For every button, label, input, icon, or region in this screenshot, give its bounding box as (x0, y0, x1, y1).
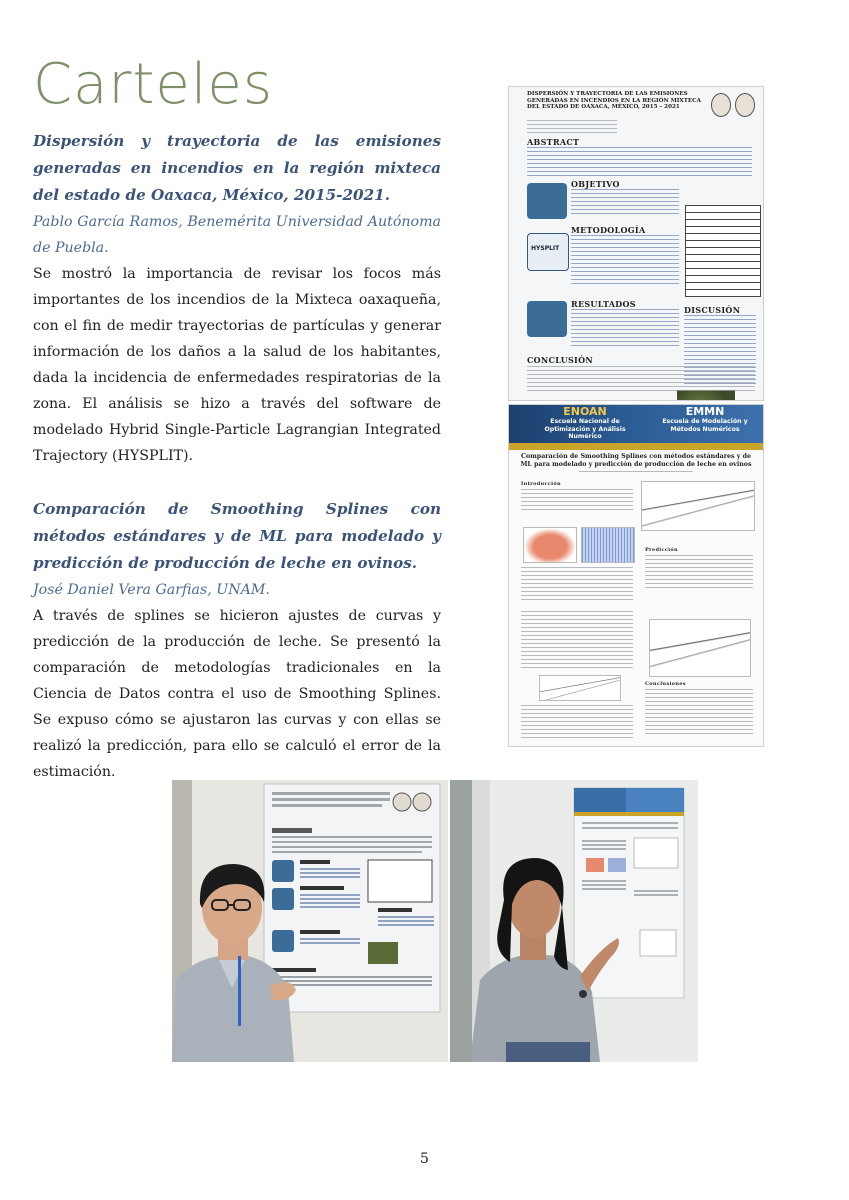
page-heading: Carteles (33, 52, 274, 117)
banner-left (529, 405, 641, 441)
poster-conclusion-text (645, 689, 753, 737)
poster-density-plot (523, 527, 577, 563)
poster-section-heading: CONCLUSIÓN (527, 355, 593, 365)
hysplit-label: HYSPLIT (531, 245, 560, 252)
poster-body-text (521, 567, 633, 603)
hysplit-icon (527, 233, 569, 271)
poster-section-heading: Introducción (521, 481, 561, 487)
banner-left-acronym: ENOAN (563, 405, 607, 418)
banner-left-text: Escuela Nacional de Optimización y Análisis Numérico (544, 418, 626, 440)
poster-conclusion-text (527, 366, 755, 394)
poster-image-smoothing-splines (508, 404, 764, 747)
banner-right-text: Escuela de Modelación y Métodos Numéricos (662, 418, 748, 433)
seal-icon (735, 93, 755, 117)
poster-section-heading: METODOLOGÍA (571, 225, 646, 235)
article-body: A través de splines se hicieron ajustes de curvas y predicción de la producción de leche. Se presentó la comparación de metodologías tradicionales en la Ciencia de Datos contra el uso de Smoothing Splines. Se expuso cómo se ajustaron las curvas y con ellas se realizó la predicción, para ello se calculó el error de la estimación. (33, 608, 441, 780)
poster-table (685, 205, 761, 297)
poster-section-heading: ABSTRACT (527, 137, 580, 147)
poster-section-heading: DISCUSIÓN (684, 305, 741, 315)
poster-title: DISPERSIÓN Y TRAYECTORIA DE LAS EMISIONES GENERADAS EN INCENDIOS EN LA REGIÓN MIXTECA DEL ESTADO DE OAXACA, MÉXICO, 2015 – 2021 (527, 91, 701, 111)
poster-authors (527, 120, 617, 136)
banner-right-acronym: EMMN (685, 405, 725, 418)
poster-prediction-text (645, 555, 753, 591)
poster-results-text (571, 309, 679, 349)
article-smoothing-splines (33, 496, 441, 785)
university-logo-icon (711, 93, 731, 117)
photo-scene (450, 780, 698, 1062)
poster-prediction-plot (649, 619, 751, 677)
poster-objective-text (571, 189, 679, 215)
poster-curve-plot (641, 481, 755, 531)
poster-section-heading: OBJETIVO (571, 179, 620, 189)
photo-presenter-1 (172, 780, 448, 1062)
map-icon (527, 301, 567, 337)
poster-banner (509, 405, 763, 443)
poster-method-text (571, 235, 679, 287)
banner-subtitle-strip (509, 443, 763, 450)
poster-references-text (521, 705, 633, 739)
poster-series-plot (581, 527, 635, 563)
article-author: Pablo García Ramos, Benemérita Universidad Autónoma de Puebla. (33, 214, 441, 256)
poster-image-wildfire (508, 86, 764, 401)
article-title: Dispersión y trayectoria de las emisiones generadas en incendios en la región mixteca del estado de Oaxaca, México, 2015-2021. (33, 132, 441, 204)
poster-section-heading: Conclusiones (645, 681, 686, 687)
mountain-icon (527, 183, 567, 219)
poster-authors (579, 471, 693, 474)
banner-right (649, 405, 761, 433)
poster-section-heading: RESULTADOS (571, 299, 636, 309)
poster-small-plot (539, 675, 621, 701)
poster-intro-text (521, 489, 633, 513)
photo-presenter-2 (450, 780, 698, 1062)
page-number: 5 (420, 1151, 429, 1167)
photo-scene (172, 780, 448, 1062)
poster-title: Comparación de Smoothing Splines con métodos estándares y de ML para modelado y predicción de producción de leche en ovinos (520, 453, 752, 468)
article-wildfire-emissions (33, 128, 441, 469)
article-title: Comparación de Smoothing Splines con métodos estándares y de ML para modelado y predicción de producción de leche en ovinos. (33, 500, 441, 572)
article-author: José Daniel Vera Garfias, UNAM. (33, 582, 270, 598)
article-body: Se mostró la importancia de revisar los focos más importantes de los incendios de la Mixteca oaxaqueña, con el fin de medir trayectorias de partículas y generar información de los daños a la salud de los habitantes, dada la incidencia de enfermedades respiratorias de la zona. El análisis se hizo a través del software de modelado Hybrid Single-Particle Lagrangian Integrated Trajectory (HYSPLIT). (33, 266, 441, 464)
poster-abstract-text (527, 147, 752, 177)
poster-method-text (521, 611, 633, 671)
poster-section-heading: Predicción (645, 547, 678, 553)
